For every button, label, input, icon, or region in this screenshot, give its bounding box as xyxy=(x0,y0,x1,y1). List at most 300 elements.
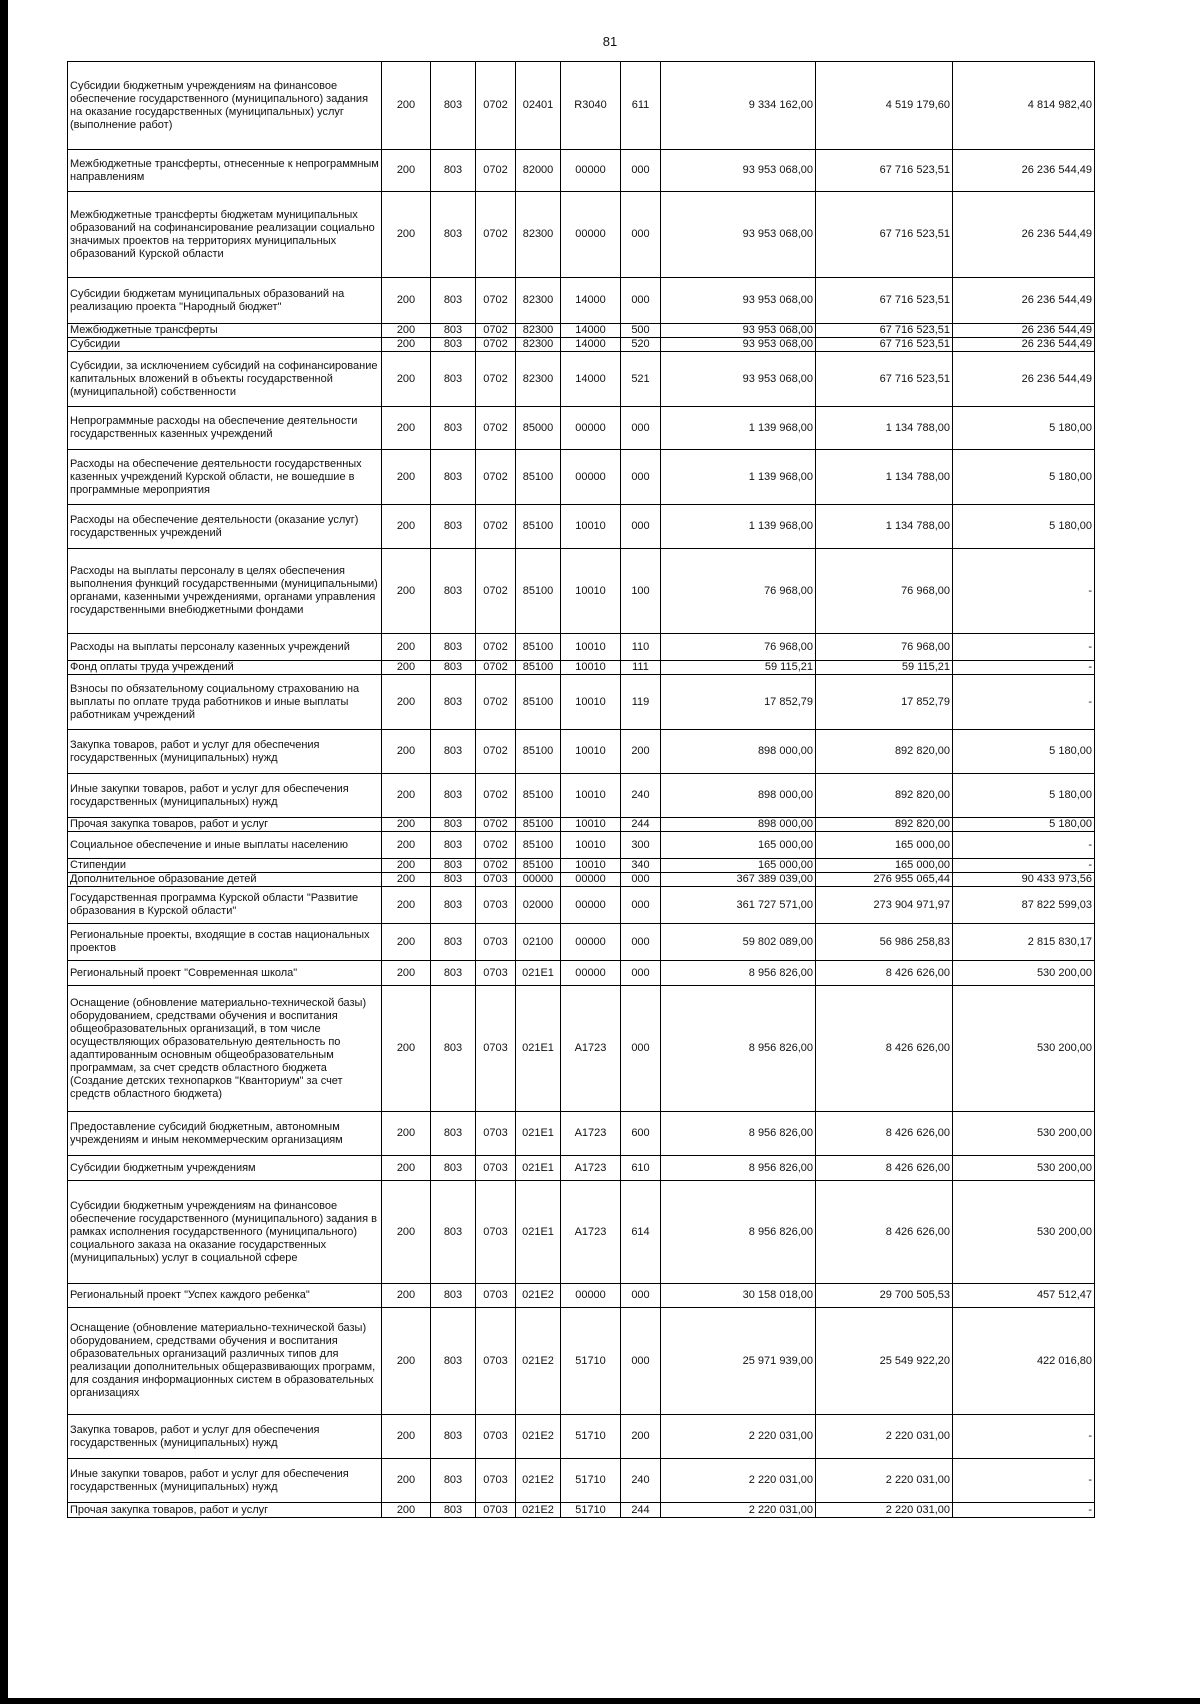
cell-name: Расходы на обеспечение деятельности государственных казенных учреждений Курской области, не вошедшие в программные мероприятия xyxy=(68,450,382,505)
cell-expense-type: 000 xyxy=(621,873,661,887)
cell-amount-executed: 892 820,00 xyxy=(816,774,953,818)
cell-amount-remainder: 26 236 544,49 xyxy=(953,278,1095,324)
cell-glava: 200 xyxy=(382,832,431,859)
cell-prz: 0702 xyxy=(476,150,516,192)
cell-csr-direction: 14000 xyxy=(561,278,621,324)
cell-amount-executed: 2 220 031,00 xyxy=(816,1503,953,1518)
table-row xyxy=(68,192,1095,278)
cell-name: Стипендии xyxy=(68,859,382,873)
cell-amount-remainder: 530 200,00 xyxy=(953,986,1095,1112)
cell-name: Социальное обеспечение и иные выплаты населению xyxy=(68,832,382,859)
cell-expense-type: 000 xyxy=(621,505,661,549)
cell-glava: 200 xyxy=(382,818,431,832)
cell-amount-executed: 165 000,00 xyxy=(816,832,953,859)
cell-csr-program: 82300 xyxy=(516,352,561,407)
cell-amount-remainder: 26 236 544,49 xyxy=(953,192,1095,278)
cell-amount-remainder: 457 512,47 xyxy=(953,1284,1095,1308)
cell-rz: 803 xyxy=(431,1284,476,1308)
cell-expense-type: 340 xyxy=(621,859,661,873)
cell-glava: 200 xyxy=(382,924,431,961)
cell-name: Оснащение (обновление материально-технической базы) оборудованием, средствами обучения и воспитания общеобразовательных организаций, в том числе осуществляющих образовательную деятельность по адаптированным основным общеобразовательным программам, за счет средств областного бюджета (Создание детских технопарков "Кванториум" за счет средств областного бюджета) xyxy=(68,986,382,1112)
cell-prz: 0703 xyxy=(476,1112,516,1156)
cell-amount-executed: 76 968,00 xyxy=(816,549,953,634)
cell-amount-executed: 67 716 523,51 xyxy=(816,278,953,324)
cell-amount-planned: 1 139 968,00 xyxy=(661,450,816,505)
cell-name: Субсидии бюджетным учреждениям на финансовое обеспечение государственного (муниципального) задания в рамках исполнения государственного (муниципального) социального заказа на оказание государственных (муниципальных) услуг в социальной сфере xyxy=(68,1181,382,1284)
cell-amount-planned: 76 968,00 xyxy=(661,549,816,634)
cell-csr-direction: A1723 xyxy=(561,986,621,1112)
cell-expense-type: 000 xyxy=(621,278,661,324)
table-row xyxy=(68,150,1095,192)
budget-table-body xyxy=(68,62,1095,1518)
table-row xyxy=(68,1112,1095,1156)
cell-amount-planned: 8 956 826,00 xyxy=(661,1181,816,1284)
cell-prz: 0702 xyxy=(476,278,516,324)
cell-amount-executed: 67 716 523,51 xyxy=(816,352,953,407)
table-row xyxy=(68,859,1095,873)
cell-csr-program: 021E1 xyxy=(516,1156,561,1181)
table-row xyxy=(68,338,1095,352)
cell-csr-program: 82300 xyxy=(516,278,561,324)
table-row xyxy=(68,278,1095,324)
cell-amount-executed: 8 426 626,00 xyxy=(816,1156,953,1181)
cell-amount-planned: 165 000,00 xyxy=(661,832,816,859)
cell-expense-type: 614 xyxy=(621,1181,661,1284)
cell-csr-direction: 10010 xyxy=(561,818,621,832)
cell-amount-executed: 17 852,79 xyxy=(816,675,953,730)
cell-amount-remainder: 4 814 982,40 xyxy=(953,62,1095,150)
cell-csr-direction: 00000 xyxy=(561,450,621,505)
table-row xyxy=(68,1308,1095,1415)
cell-name: Субсидии бюджетным учреждениям xyxy=(68,1156,382,1181)
cell-csr-direction: 10010 xyxy=(561,675,621,730)
table-row xyxy=(68,774,1095,818)
cell-csr-program: 85100 xyxy=(516,450,561,505)
cell-amount-remainder: 530 200,00 xyxy=(953,1181,1095,1284)
cell-csr-program: 02000 xyxy=(516,887,561,924)
table-row xyxy=(68,324,1095,338)
cell-expense-type: 610 xyxy=(621,1156,661,1181)
cell-csr-direction: 10010 xyxy=(561,634,621,661)
cell-prz: 0702 xyxy=(476,661,516,675)
cell-csr-direction: 14000 xyxy=(561,352,621,407)
cell-rz: 803 xyxy=(431,961,476,986)
cell-csr-direction: 00000 xyxy=(561,961,621,986)
cell-prz: 0703 xyxy=(476,1284,516,1308)
cell-csr-direction: 51710 xyxy=(561,1503,621,1518)
cell-amount-planned: 2 220 031,00 xyxy=(661,1415,816,1459)
cell-expense-type: 520 xyxy=(621,338,661,352)
cell-amount-executed: 76 968,00 xyxy=(816,634,953,661)
cell-csr-direction: 00000 xyxy=(561,887,621,924)
cell-expense-type: 000 xyxy=(621,150,661,192)
cell-prz: 0702 xyxy=(476,730,516,774)
cell-csr-direction: 10010 xyxy=(561,859,621,873)
cell-rz: 803 xyxy=(431,1181,476,1284)
cell-amount-executed: 67 716 523,51 xyxy=(816,192,953,278)
cell-amount-planned: 2 220 031,00 xyxy=(661,1459,816,1503)
cell-amount-planned: 59 115,21 xyxy=(661,661,816,675)
cell-prz: 0702 xyxy=(476,818,516,832)
cell-amount-planned: 93 953 068,00 xyxy=(661,338,816,352)
cell-name: Расходы на выплаты персоналу в целях обеспечения выполнения функций государственными (муниципальными) органами, казенными учреждениями, органами управления государственными внебюджетными фондами xyxy=(68,549,382,634)
cell-name: Расходы на обеспечение деятельности (оказание услуг) государственных учреждений xyxy=(68,505,382,549)
cell-amount-remainder: 422 016,80 xyxy=(953,1308,1095,1415)
cell-name: Межбюджетные трансферты, отнесенные к непрограммным направлениям xyxy=(68,150,382,192)
cell-expense-type: 611 xyxy=(621,62,661,150)
cell-amount-planned: 2 220 031,00 xyxy=(661,1503,816,1518)
cell-amount-remainder: - xyxy=(953,549,1095,634)
cell-csr-program: 021E2 xyxy=(516,1459,561,1503)
cell-rz: 803 xyxy=(431,873,476,887)
table-row xyxy=(68,407,1095,450)
table-row xyxy=(68,730,1095,774)
cell-rz: 803 xyxy=(431,549,476,634)
cell-name: Субсидии бюджетам муниципальных образований на реализацию проекта "Народный бюджет" xyxy=(68,278,382,324)
cell-csr-direction: 10010 xyxy=(561,774,621,818)
cell-glava: 200 xyxy=(382,62,431,150)
cell-glava: 200 xyxy=(382,324,431,338)
scan-edge-left xyxy=(0,0,8,1704)
cell-glava: 200 xyxy=(382,1112,431,1156)
cell-amount-executed: 67 716 523,51 xyxy=(816,338,953,352)
cell-csr-program: 85100 xyxy=(516,675,561,730)
cell-amount-planned: 93 953 068,00 xyxy=(661,192,816,278)
cell-amount-planned: 8 956 826,00 xyxy=(661,1112,816,1156)
cell-csr-program: 85000 xyxy=(516,407,561,450)
table-row xyxy=(68,986,1095,1112)
cell-prz: 0703 xyxy=(476,873,516,887)
cell-amount-planned: 361 727 571,00 xyxy=(661,887,816,924)
cell-glava: 200 xyxy=(382,505,431,549)
table-row xyxy=(68,818,1095,832)
cell-rz: 803 xyxy=(431,818,476,832)
cell-rz: 803 xyxy=(431,150,476,192)
cell-prz: 0703 xyxy=(476,1503,516,1518)
cell-amount-planned: 93 953 068,00 xyxy=(661,150,816,192)
cell-csr-program: 82300 xyxy=(516,338,561,352)
cell-expense-type: 300 xyxy=(621,832,661,859)
cell-csr-program: 85100 xyxy=(516,774,561,818)
cell-prz: 0702 xyxy=(476,62,516,150)
cell-glava: 200 xyxy=(382,1284,431,1308)
cell-expense-type: 100 xyxy=(621,549,661,634)
cell-amount-executed: 1 134 788,00 xyxy=(816,407,953,450)
cell-prz: 0703 xyxy=(476,1459,516,1503)
cell-name: Взносы по обязательному социальному страхованию на выплаты по оплате труда работников и иные выплаты работникам учреждений xyxy=(68,675,382,730)
cell-prz: 0702 xyxy=(476,352,516,407)
cell-amount-remainder: 530 200,00 xyxy=(953,961,1095,986)
cell-glava: 200 xyxy=(382,1156,431,1181)
table-row xyxy=(68,924,1095,961)
cell-expense-type: 240 xyxy=(621,774,661,818)
cell-glava: 200 xyxy=(382,150,431,192)
cell-amount-remainder: - xyxy=(953,1459,1095,1503)
table-row xyxy=(68,450,1095,505)
cell-csr-program: 85100 xyxy=(516,859,561,873)
cell-expense-type: 000 xyxy=(621,407,661,450)
cell-amount-remainder: 530 200,00 xyxy=(953,1156,1095,1181)
cell-amount-executed: 67 716 523,51 xyxy=(816,324,953,338)
cell-csr-direction: 10010 xyxy=(561,661,621,675)
cell-glava: 200 xyxy=(382,407,431,450)
cell-name: Региональный проект "Успех каждого ребенка" xyxy=(68,1284,382,1308)
cell-rz: 803 xyxy=(431,62,476,150)
cell-amount-executed: 59 115,21 xyxy=(816,661,953,675)
cell-glava: 200 xyxy=(382,1308,431,1415)
cell-prz: 0702 xyxy=(476,774,516,818)
cell-expense-type: 244 xyxy=(621,818,661,832)
cell-amount-executed: 56 986 258,83 xyxy=(816,924,953,961)
cell-csr-direction: 51710 xyxy=(561,1415,621,1459)
cell-amount-executed: 276 955 065,44 xyxy=(816,873,953,887)
cell-name: Непрограммные расходы на обеспечение деятельности государственных казенных учреждений xyxy=(68,407,382,450)
cell-glava: 200 xyxy=(382,1459,431,1503)
cell-rz: 803 xyxy=(431,661,476,675)
cell-rz: 803 xyxy=(431,774,476,818)
cell-rz: 803 xyxy=(431,1503,476,1518)
cell-expense-type: 500 xyxy=(621,324,661,338)
cell-amount-executed: 2 220 031,00 xyxy=(816,1415,953,1459)
cell-amount-executed: 4 519 179,60 xyxy=(816,62,953,150)
cell-amount-planned: 165 000,00 xyxy=(661,859,816,873)
cell-prz: 0702 xyxy=(476,324,516,338)
cell-csr-direction: 10010 xyxy=(561,505,621,549)
cell-name: Иные закупки товаров, работ и услуг для обеспечения государственных (муниципальных) нужд xyxy=(68,1459,382,1503)
cell-rz: 803 xyxy=(431,338,476,352)
cell-csr-direction: 00000 xyxy=(561,873,621,887)
cell-amount-remainder: 26 236 544,49 xyxy=(953,338,1095,352)
table-row xyxy=(68,62,1095,150)
cell-csr-program: 85100 xyxy=(516,730,561,774)
cell-csr-program: 02401 xyxy=(516,62,561,150)
cell-amount-executed: 8 426 626,00 xyxy=(816,1112,953,1156)
cell-amount-executed: 2 220 031,00 xyxy=(816,1459,953,1503)
cell-csr-direction: R3040 xyxy=(561,62,621,150)
cell-csr-program: 00000 xyxy=(516,873,561,887)
table-row xyxy=(68,661,1095,675)
cell-amount-executed: 67 716 523,51 xyxy=(816,150,953,192)
cell-csr-program: 85100 xyxy=(516,505,561,549)
cell-expense-type: 000 xyxy=(621,192,661,278)
cell-amount-planned: 1 139 968,00 xyxy=(661,407,816,450)
cell-name: Фонд оплаты труда учреждений xyxy=(68,661,382,675)
cell-amount-remainder: 87 822 599,03 xyxy=(953,887,1095,924)
cell-csr-direction: 00000 xyxy=(561,150,621,192)
cell-name: Закупка товаров, работ и услуг для обеспечения государственных (муниципальных) нужд xyxy=(68,1415,382,1459)
cell-name: Прочая закупка товаров, работ и услуг xyxy=(68,1503,382,1518)
cell-glava: 200 xyxy=(382,450,431,505)
cell-prz: 0702 xyxy=(476,505,516,549)
cell-prz: 0703 xyxy=(476,1415,516,1459)
cell-prz: 0702 xyxy=(476,859,516,873)
cell-rz: 803 xyxy=(431,324,476,338)
cell-csr-program: 021E2 xyxy=(516,1503,561,1518)
cell-amount-planned: 59 802 089,00 xyxy=(661,924,816,961)
cell-amount-planned: 30 158 018,00 xyxy=(661,1284,816,1308)
cell-glava: 200 xyxy=(382,1415,431,1459)
cell-name: Межбюджетные трансферты xyxy=(68,324,382,338)
cell-amount-planned: 898 000,00 xyxy=(661,818,816,832)
cell-prz: 0702 xyxy=(476,832,516,859)
cell-expense-type: 200 xyxy=(621,730,661,774)
cell-rz: 803 xyxy=(431,986,476,1112)
cell-glava: 200 xyxy=(382,873,431,887)
cell-amount-remainder: - xyxy=(953,1415,1095,1459)
cell-amount-planned: 898 000,00 xyxy=(661,774,816,818)
cell-prz: 0703 xyxy=(476,887,516,924)
cell-amount-planned: 898 000,00 xyxy=(661,730,816,774)
cell-name: Субсидии бюджетным учреждениям на финансовое обеспечение государственного (муниципального) задания на оказание государственных (муниципальных) услуг (выполнение работ) xyxy=(68,62,382,150)
cell-expense-type: 600 xyxy=(621,1112,661,1156)
cell-expense-type: 240 xyxy=(621,1459,661,1503)
cell-amount-planned: 93 953 068,00 xyxy=(661,278,816,324)
cell-csr-direction: 00000 xyxy=(561,192,621,278)
cell-prz: 0702 xyxy=(476,338,516,352)
cell-prz: 0703 xyxy=(476,961,516,986)
table-row xyxy=(68,961,1095,986)
cell-amount-planned: 8 956 826,00 xyxy=(661,986,816,1112)
cell-csr-program: 021E2 xyxy=(516,1415,561,1459)
cell-amount-planned: 8 956 826,00 xyxy=(661,961,816,986)
cell-rz: 803 xyxy=(431,278,476,324)
page-number: 81 xyxy=(602,34,618,49)
cell-amount-planned: 8 956 826,00 xyxy=(661,1156,816,1181)
cell-name: Расходы на выплаты персоналу казенных учреждений xyxy=(68,634,382,661)
cell-expense-type: 000 xyxy=(621,961,661,986)
cell-amount-remainder: 26 236 544,49 xyxy=(953,352,1095,407)
cell-name: Предоставление субсидий бюджетным, автономным учреждениям и иным некоммерческим организациям xyxy=(68,1112,382,1156)
cell-expense-type: 000 xyxy=(621,924,661,961)
cell-csr-direction: A1723 xyxy=(561,1181,621,1284)
cell-rz: 803 xyxy=(431,1308,476,1415)
table-row xyxy=(68,832,1095,859)
table-row xyxy=(68,1415,1095,1459)
cell-csr-program: 85100 xyxy=(516,832,561,859)
cell-glava: 200 xyxy=(382,549,431,634)
cell-csr-program: 021E1 xyxy=(516,1181,561,1284)
cell-rz: 803 xyxy=(431,1415,476,1459)
cell-rz: 803 xyxy=(431,1156,476,1181)
cell-rz: 803 xyxy=(431,859,476,873)
cell-amount-remainder: 5 180,00 xyxy=(953,818,1095,832)
cell-csr-program: 82000 xyxy=(516,150,561,192)
cell-amount-planned: 9 334 162,00 xyxy=(661,62,816,150)
cell-csr-direction: 10010 xyxy=(561,549,621,634)
cell-amount-planned: 93 953 068,00 xyxy=(661,324,816,338)
cell-amount-executed: 25 549 922,20 xyxy=(816,1308,953,1415)
cell-amount-executed: 892 820,00 xyxy=(816,818,953,832)
cell-rz: 803 xyxy=(431,407,476,450)
cell-amount-remainder: - xyxy=(953,661,1095,675)
table-row xyxy=(68,352,1095,407)
cell-amount-planned: 93 953 068,00 xyxy=(661,352,816,407)
cell-name: Дополнительное образование детей xyxy=(68,873,382,887)
table-row xyxy=(68,1459,1095,1503)
table-row xyxy=(68,873,1095,887)
cell-prz: 0702 xyxy=(476,192,516,278)
cell-amount-remainder: - xyxy=(953,675,1095,730)
cell-expense-type: 244 xyxy=(621,1503,661,1518)
cell-prz: 0702 xyxy=(476,549,516,634)
cell-glava: 200 xyxy=(382,352,431,407)
cell-expense-type: 000 xyxy=(621,1284,661,1308)
cell-glava: 200 xyxy=(382,634,431,661)
cell-glava: 200 xyxy=(382,192,431,278)
cell-csr-program: 82300 xyxy=(516,324,561,338)
cell-expense-type: 111 xyxy=(621,661,661,675)
cell-glava: 200 xyxy=(382,961,431,986)
budget-table xyxy=(67,61,1095,1518)
cell-amount-planned: 1 139 968,00 xyxy=(661,505,816,549)
table-row xyxy=(68,675,1095,730)
cell-glava: 200 xyxy=(382,887,431,924)
cell-csr-direction: 51710 xyxy=(561,1308,621,1415)
table-row xyxy=(68,1181,1095,1284)
cell-expense-type: 000 xyxy=(621,450,661,505)
cell-amount-remainder: 5 180,00 xyxy=(953,774,1095,818)
cell-prz: 0703 xyxy=(476,924,516,961)
cell-csr-program: 021E1 xyxy=(516,986,561,1112)
cell-name: Региональные проекты, входящие в состав национальных проектов xyxy=(68,924,382,961)
cell-amount-executed: 29 700 505,53 xyxy=(816,1284,953,1308)
cell-amount-remainder: 5 180,00 xyxy=(953,450,1095,505)
table-row xyxy=(68,1156,1095,1181)
cell-name: Региональный проект "Современная школа" xyxy=(68,961,382,986)
cell-csr-direction: 14000 xyxy=(561,324,621,338)
cell-rz: 803 xyxy=(431,634,476,661)
cell-amount-remainder: 26 236 544,49 xyxy=(953,324,1095,338)
cell-name: Государственная программа Курской области "Развитие образования в Курской области" xyxy=(68,887,382,924)
cell-expense-type: 521 xyxy=(621,352,661,407)
cell-expense-type: 119 xyxy=(621,675,661,730)
cell-amount-remainder: 530 200,00 xyxy=(953,1112,1095,1156)
cell-amount-executed: 8 426 626,00 xyxy=(816,961,953,986)
cell-rz: 803 xyxy=(431,832,476,859)
cell-prz: 0702 xyxy=(476,407,516,450)
table-row xyxy=(68,1503,1095,1518)
cell-rz: 803 xyxy=(431,1112,476,1156)
cell-prz: 0703 xyxy=(476,1308,516,1415)
cell-glava: 200 xyxy=(382,338,431,352)
cell-amount-remainder: - xyxy=(953,859,1095,873)
cell-glava: 200 xyxy=(382,986,431,1112)
cell-amount-executed: 1 134 788,00 xyxy=(816,450,953,505)
cell-csr-direction: 51710 xyxy=(561,1459,621,1503)
cell-csr-program: 021E2 xyxy=(516,1284,561,1308)
cell-name: Оснащение (обновление материально-технической базы) оборудованием, средствами обучения и воспитания образовательных организаций различных типов для реализации дополнительных общеразвивающих программ, для создания информационных систем в образовательных организациях xyxy=(68,1308,382,1415)
cell-prz: 0702 xyxy=(476,675,516,730)
cell-amount-remainder: 5 180,00 xyxy=(953,407,1095,450)
cell-expense-type: 000 xyxy=(621,887,661,924)
cell-glava: 200 xyxy=(382,1181,431,1284)
cell-amount-remainder: 26 236 544,49 xyxy=(953,150,1095,192)
cell-csr-program: 85100 xyxy=(516,549,561,634)
cell-prz: 0703 xyxy=(476,986,516,1112)
cell-amount-remainder: - xyxy=(953,832,1095,859)
cell-amount-executed: 165 000,00 xyxy=(816,859,953,873)
cell-glava: 200 xyxy=(382,859,431,873)
cell-rz: 803 xyxy=(431,924,476,961)
table-row xyxy=(68,634,1095,661)
cell-amount-executed: 8 426 626,00 xyxy=(816,986,953,1112)
cell-csr-direction: 10010 xyxy=(561,730,621,774)
cell-rz: 803 xyxy=(431,675,476,730)
cell-amount-remainder: - xyxy=(953,634,1095,661)
cell-rz: 803 xyxy=(431,352,476,407)
table-row xyxy=(68,1284,1095,1308)
cell-amount-remainder: 2 815 830,17 xyxy=(953,924,1095,961)
